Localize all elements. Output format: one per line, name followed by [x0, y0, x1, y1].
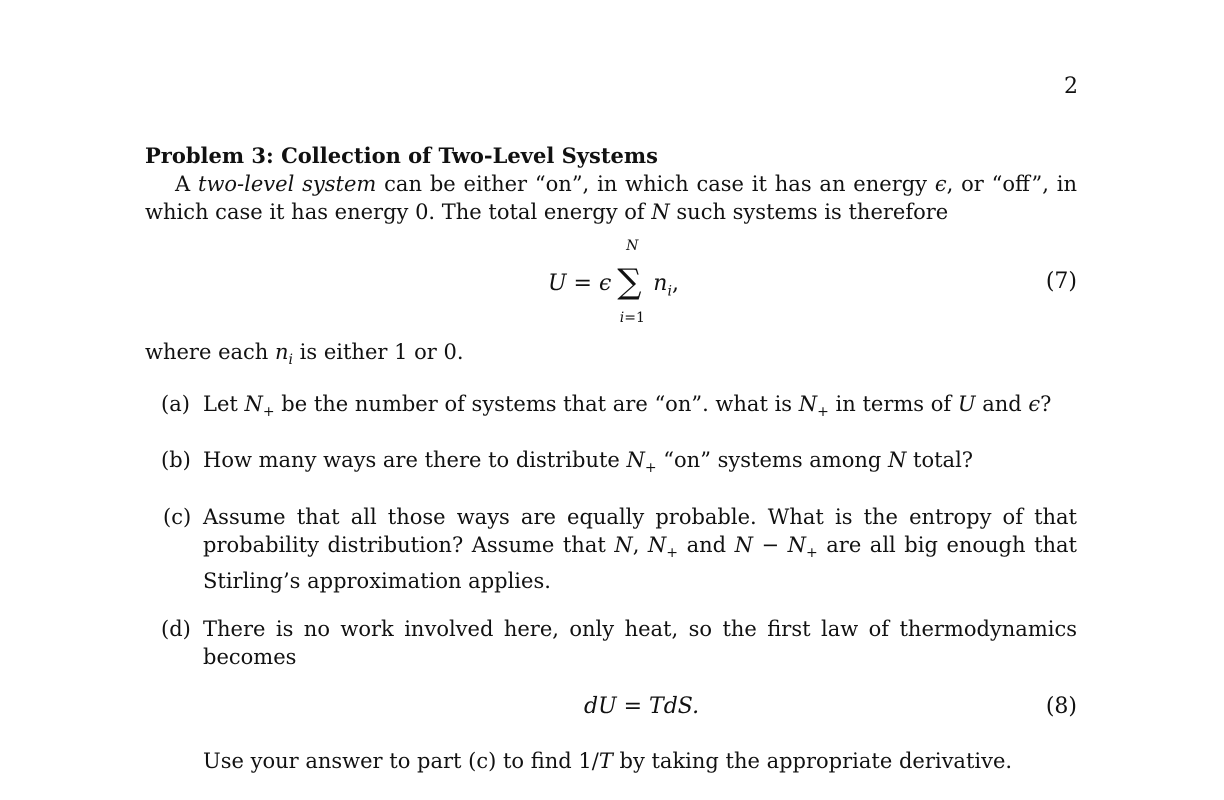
problem-intro: A two-level system can be either “on”, in which case it has an energy ϵ, or “off”, in which case it has energy 0. The total energy of N such systems is therefore: [145, 172, 1077, 224]
equation-7: [145, 238, 1077, 326]
question-c: (c) Assume that all those ways are equally probable. What is the entropy of that probability distribution? Assume that N, $N_+$ and $N - N_+$ are all big enough that Stirling’s approximation applies.: [163, 504, 1077, 593]
question-a: (a) Let $N_+$ be the number of systems that are “on”. what is $N_+$ in terms of U and ϵ?: [161, 392, 1052, 421]
equation-8: [203, 683, 1077, 735]
question-d-followup: Use your answer to part (c) to find 1/T by taking the appropriate derivative.: [203, 748, 1013, 773]
question-d: (d) There is no work involved here, only heat, so the first law of thermodynamics becomes dU = TdS. (8) Use your answer to part (c) to find 1/T by taking the appropriate derivative.: [161, 616, 1077, 773]
problem-title: Problem 3: Collection of Two-Level Systems: [145, 143, 658, 168]
summation-symbol: N ∑ i=1: [617, 238, 645, 326]
where-clause: where each $n_i$ is either 1 or 0.: [145, 340, 464, 369]
page-number: 2: [1064, 74, 1078, 99]
question-label: (d): [161, 616, 191, 641]
question-label: (a): [161, 392, 190, 417]
question-label: (c): [163, 504, 192, 529]
equation-7-body: U = ϵ N ∑ i=1 $n_i$,: [548, 238, 679, 326]
question-list: [145, 390, 1077, 775]
equation-8-body: dU = TdS.: [584, 693, 700, 719]
term-two-level-system: two-level system: [198, 172, 377, 196]
question-b: (b) How many ways are there to distribute $N_+$ “on” systems among N total?: [161, 448, 974, 477]
question-label: (b): [161, 448, 191, 473]
problem-section: [145, 142, 1077, 795]
equation-8-number: (8): [1045, 693, 1077, 719]
equation-7-number: (7): [1045, 269, 1077, 294]
